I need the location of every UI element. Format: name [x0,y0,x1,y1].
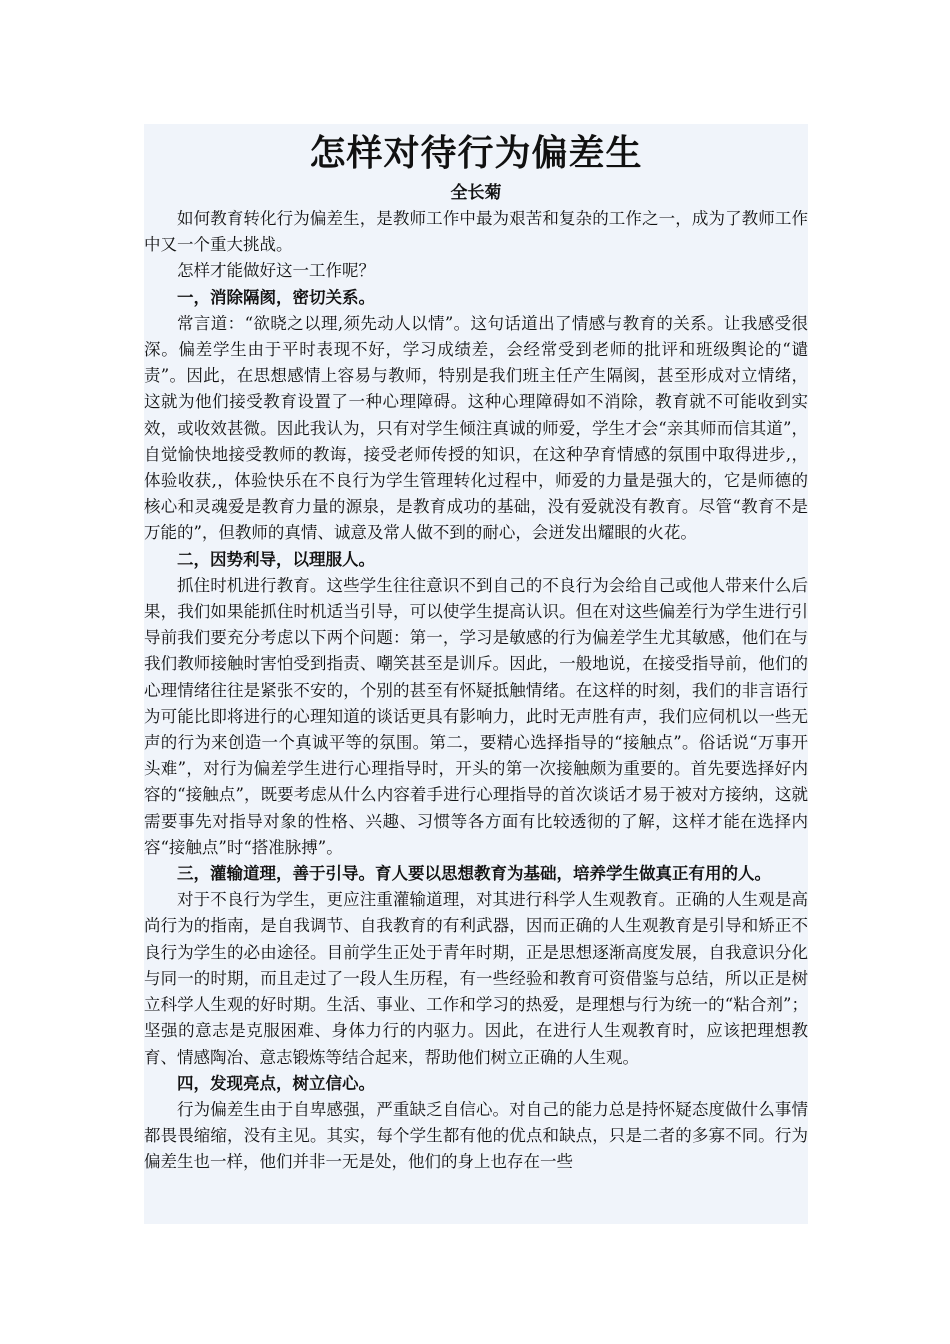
document-author: 全长菊 [450,183,502,203]
body-paragraph: 常言道：“欲晓之以理,须先动人以情”。这句话道出了情感与教育的关系。让我感受很深。偏差学生由于平时表现不好，学习成绩差，会经常受到老师的批评和班级舆论的“谴责”。因此，在思想感情上容易与教师，特别是我们班主任产生隔阂，甚至形成对立情绪，这就为他们接受教育设置了一种心理障碍。这种心理障碍如不消除，教育就不可能收到实效，或收效甚微。因此我认为，只有对学生倾注真诚的师爱，学生才会“亲其师而信其道”，自觉愉快地接受教师的教诲，接受老师传授的知识，在这种孕育情感的氛围中取得进步,，体验收获,，体验快乐在不良行为学生管理转化过程中，师爱的力量是强大的，它是师德的核心和灵魂爱是教育力量的源泉，是教育成功的基础，没有爱就没有教育。尽管“教育不是万能的”，但教师的真情、诚意及常人做不到的耐心，会迸发出耀眼的火花。 [144,313,808,543]
body-paragraph: 抓住时机进行教育。这些学生往往意识不到自己的不良行为会给自己或他人带来什么后果，我们如果能抓住时机适当引导，可以使学生提高认识。但在对这些偏差行为学生进行引导前我们要充分考虑以下两个问题：第一，学习是敏感的行为偏差学生尤其敏感，他们在与我们教师接触时害怕受到指责、嘲笑甚至是训斥。因此，一般地说，在接受指导前，他们的心理情绪往往是紧张不安的，个别的甚至有怀疑抵触情绪。在这样的时刻，我们的非言语行为可能比即将进行的心理知道的谈话更具有影响力，此时无声胜有声，我们应伺机以一些无声的行为来创造一个真诚平等的氛围。第二，要精心选择指导的“接触点”。俗话说“万事开头难”，对行为偏差学生进行心理指导时，开头的第一次接触颇为重要的。首先要选择好内容的“接触点”，既要考虑从什么内容着手进行心理指导的首次谈话才易于被对方接纳，这就需要事先对指导对象的性格、兴趣、习惯等各方面有比较透彻的了解，这样才能在选择内容“接触点”时“搭准脉搏”。 [144,575,808,857]
section-heading: 三，灌输道理，善于引导。育人要以思想教育为基础，培养学生做真正有用的人。 [177,864,771,884]
section-heading: 一，消除隔阂，密切关系。 [177,287,375,307]
document-page [144,124,808,1224]
document-body [144,206,808,1176]
body-paragraph: 如何教育转化行为偏差生，是教师工作中最为艰苦和复杂的工作之一，成为了教师工作中又一个重大挑战。 [144,209,808,255]
body-paragraph: 行为偏差生由于自卑感强，严重缺乏自信心。对自己的能力总是持怀疑态度做什么事情都畏畏缩缩，没有主见。其实，每个学生都有他的优点和缺点，只是二者的多寡不同。行为偏差生也一样，他们并非一无是处，他们的身上也存在一些 [144,1099,808,1172]
document-title: 怎样对待行为偏差生 [309,133,643,174]
body-paragraph: 怎样才能做好这一工作呢？ [177,261,375,281]
section-heading: 四，发现亮点，树立信心。 [177,1073,375,1093]
body-paragraph: 对于不良行为学生，更应注重灌输道理，对其进行科学人生观教育。正确的人生观是高尚行为的指南，是自我调节、自我教育的有利武器，因而正确的人生观教育是引导和矫正不良行为学生的必由途径。目前学生正处于青年时期，正是思想逐渐高度发展，自我意识分化与同一的时期，而且走过了一段人生历程，有一些经验和教育可资借鉴与总结，所以正是树立科学人生观的好时期。生活、事业、工作和学习的热爱，是理想与行为统一的“粘合剂”；坚强的意志是克服困难、身体力行的内驱力。因此，在进行人生观教育时，应该把理想教育、情感陶冶、意志锻炼等结合起来，帮助他们树立正确的人生观。 [144,890,808,1067]
section-heading: 二，因势利导，以理服人。 [177,549,375,569]
